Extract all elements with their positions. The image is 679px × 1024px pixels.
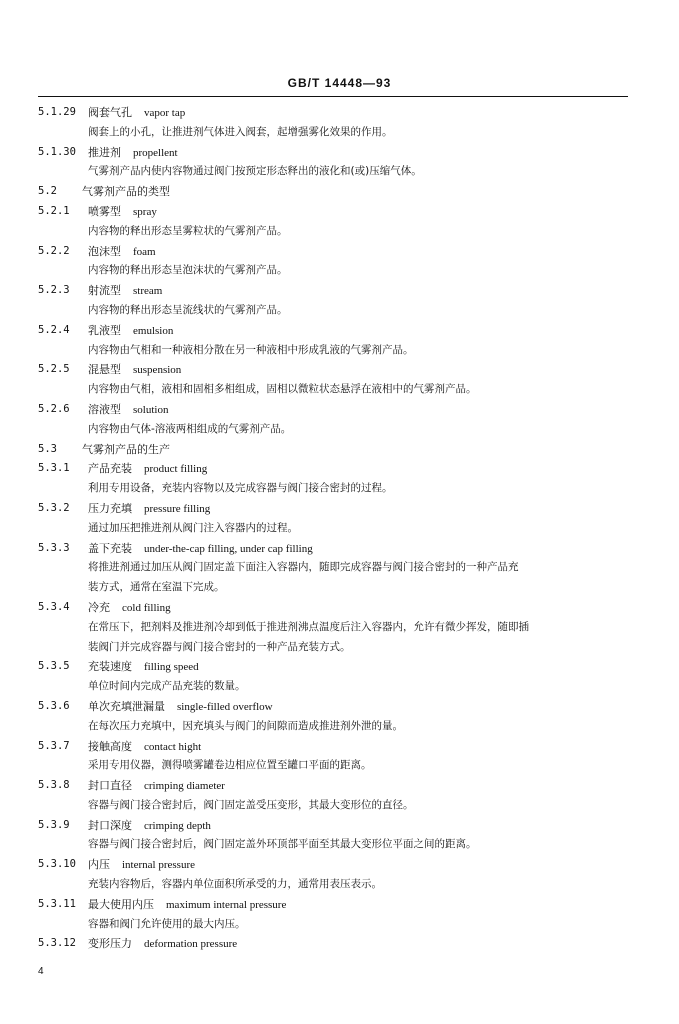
clause-number: 5.1.30 (38, 145, 76, 158)
term-english: filling speed (144, 661, 199, 674)
term-chinese: 射流型 (88, 284, 121, 298)
term-english: contact hight (144, 740, 202, 753)
term-chinese: 泡沫型 (88, 244, 121, 258)
section-heading-row (38, 182, 638, 202)
definition-row (38, 618, 638, 638)
definition-row (38, 558, 638, 578)
term-chinese: 充装速度 (88, 660, 132, 674)
term (88, 360, 181, 381)
definition-text: 装阀门并完成容器与阀门接合密封的一种产品充装方式。 (88, 640, 351, 653)
term-row (38, 321, 638, 341)
clause-number: 5.3.12 (38, 937, 76, 950)
term-chinese: 单次充填泄漏量 (88, 699, 165, 713)
term-chinese: 接触高度 (88, 739, 132, 753)
term-english: stream (133, 285, 163, 298)
term (88, 459, 207, 480)
clause-number: 5.2 (38, 185, 57, 198)
header-rule (38, 96, 628, 97)
term-row (38, 934, 638, 954)
definition-text: 内容物的释出形态呈泡沫状的气雾剂产品。 (88, 264, 288, 277)
term-english: internal pressure (122, 859, 195, 872)
term-chinese: 推进剂 (88, 145, 121, 159)
clause-number: 5.2.6 (38, 402, 70, 415)
term-english: crimping depth (144, 819, 211, 832)
definition-row (38, 756, 638, 776)
term (88, 737, 201, 758)
term-chinese: 最大使用内压 (88, 897, 154, 911)
term-english: crimping diameter (144, 780, 225, 793)
definition-row (38, 519, 638, 539)
clause-number: 5.3.8 (38, 779, 70, 792)
term-english: emulsion (133, 324, 174, 337)
term-chinese: 盖下充装 (88, 541, 132, 555)
clause-number: 5.2.4 (38, 323, 70, 336)
clause-number: 5.3 (38, 442, 57, 455)
term (88, 816, 211, 837)
definition-text: 容器和阀门允许使用的最大内压。 (88, 917, 246, 930)
term-english: maximum internal pressure (166, 898, 287, 911)
term-chinese: 封口直径 (88, 779, 132, 793)
term (88, 499, 210, 520)
term-chinese: 压力充填 (88, 501, 132, 515)
definition-row (38, 123, 638, 143)
term-row (38, 776, 638, 796)
term-chinese: 冷充 (88, 600, 110, 614)
term-chinese: 封口深度 (88, 818, 132, 832)
term-chinese: 变形压力 (88, 937, 132, 951)
term-english: solution (133, 403, 169, 416)
definition-text: 内容物由气体-溶液两相组成的气雾剂产品。 (88, 422, 292, 435)
clause-number: 5.3.3 (38, 541, 70, 554)
clause-number: 5.2.3 (38, 284, 70, 297)
term (88, 103, 185, 124)
clause-number: 5.2.1 (38, 204, 70, 217)
definition-row (38, 261, 638, 281)
term-english: under-the-cap filling, under cap filling (144, 542, 313, 555)
section-heading-row (38, 440, 638, 460)
definition-text: 利用专用设备，充装内容物以及完成容器与阀门接合密封的过程。 (88, 482, 393, 495)
term (88, 598, 171, 619)
definition-row (38, 717, 638, 737)
clause-number: 5.1.29 (38, 106, 76, 118)
term-row (38, 697, 638, 717)
term-english: vapor tap (144, 107, 186, 119)
term-chinese: 溶液型 (88, 402, 121, 416)
definition-row (38, 835, 638, 855)
definition-row (38, 578, 638, 598)
term-chinese: 乳液型 (88, 323, 121, 337)
term (88, 855, 195, 876)
clause-number: 5.2.2 (38, 244, 70, 257)
clause-number: 5.3.1 (38, 462, 70, 475)
definition-row (38, 341, 638, 361)
term-row (38, 895, 638, 915)
term-row (38, 539, 638, 559)
document-body (38, 103, 638, 954)
clause-number: 5.3.9 (38, 818, 70, 831)
term (88, 934, 237, 955)
clause-number: 5.3.10 (38, 858, 76, 871)
term-chinese: 喷雾型 (88, 204, 121, 218)
term-row (38, 202, 638, 222)
term (88, 281, 162, 302)
term-row (38, 360, 638, 380)
term-english: suspension (133, 364, 182, 377)
term-english: spray (133, 205, 157, 218)
definition-row (38, 222, 638, 242)
definition-row (38, 915, 638, 935)
term (88, 400, 168, 421)
definition-text: 内容物的释出形态呈雾粒状的气雾剂产品。 (88, 224, 288, 237)
definition-text: 采用专用仪器，测得喷雾罐卷边相应位置至罐口平面的距离。 (88, 759, 372, 772)
term (88, 143, 178, 164)
definition-text: 通过加压把推进剂从阀门注入容器内的过程。 (88, 521, 298, 534)
term (88, 202, 157, 223)
definition-row (38, 479, 638, 499)
definition-text: 在常压下，把剂料及推进剂冷却到低于推进剂沸点温度后注入容器内，允许有微少挥发，随即插 (88, 620, 529, 633)
definition-text: 气雾剂产品内使内容物通过阀门按预定形态释出的液化和(或)压缩气体。 (88, 165, 422, 178)
term (88, 242, 156, 263)
term-chinese: 混悬型 (88, 363, 121, 377)
term (88, 657, 199, 678)
definition-row (38, 301, 638, 321)
definition-text: 单位时间内完成产品充装的数量。 (88, 680, 246, 693)
definition-row (38, 380, 638, 400)
definition-row (38, 796, 638, 816)
section-title: 气雾剂产品的类型 (82, 185, 170, 199)
term (88, 539, 313, 560)
term-english: propellent (133, 146, 178, 159)
definition-text: 在每次压力充填中，因充填头与阀门的间隙而造成推进剂外泄的量。 (88, 719, 403, 732)
clause-number: 5.3.7 (38, 739, 70, 752)
term-english: pressure filling (144, 502, 211, 515)
term-row (38, 499, 638, 519)
term-row (38, 855, 638, 875)
definition-text: 装方式，通常在室温下完成。 (88, 581, 225, 594)
term-row (38, 281, 638, 301)
term-row (38, 598, 638, 618)
clause-number: 5.3.4 (38, 600, 70, 613)
term-row (38, 459, 638, 479)
term-chinese: 阀套气孔 (88, 106, 132, 119)
definition-text: 阀套上的小孔，让推进剂气体进入阀套，起增强雾化效果的作用。 (88, 125, 393, 138)
term-row (38, 242, 638, 262)
clause-number: 5.3.2 (38, 501, 70, 514)
definition-text: 内容物由气相和一种液相分散在另一种液相中形成乳液的气雾剂产品。 (88, 343, 414, 356)
definition-text: 内容物的释出形态呈流线状的气雾剂产品。 (88, 303, 288, 316)
definition-text: 容器与阀门接合密封后，阀门固定盖外环顶部平面至其最大变形位平面之间的距离。 (88, 838, 477, 851)
term-english: deformation pressure (144, 938, 238, 951)
term-chinese: 产品充装 (88, 462, 132, 476)
definition-row (38, 638, 638, 658)
term-english: product filling (144, 463, 208, 476)
term-row (38, 657, 638, 677)
term-row (38, 103, 638, 123)
definition-text: 内容物由气相，液相和固相多相组成，固相以微粒状态悬浮在液相中的气雾剂产品。 (88, 383, 477, 396)
clause-number: 5.3.11 (38, 897, 76, 910)
definition-text: 容器与阀门接合密封后，阀门固定盖受压变形，其最大变形位的直径。 (88, 798, 414, 811)
term (88, 697, 273, 718)
term-english: foam (133, 245, 156, 258)
definition-text: 充装内容物后，容器内单位面积所承受的力，通常用表压表示。 (88, 878, 382, 891)
clause-number: 5.3.6 (38, 699, 70, 712)
term-row (38, 816, 638, 836)
term (88, 895, 286, 916)
term (88, 321, 173, 342)
definition-row (38, 677, 638, 697)
term-row (38, 400, 638, 420)
term-english: single-filled overflow (177, 700, 273, 713)
section-title: 气雾剂产品的生产 (82, 442, 170, 456)
term-row (38, 143, 638, 163)
standard-code-header: GB/T 14448—93 (287, 76, 392, 90)
definition-row (38, 420, 638, 440)
definition-text: 将推进剂通过加压从阀门固定盖下面注入容器内，随即完成容器与阀门接合密封的一种产品充 (88, 561, 519, 574)
clause-number: 5.3.5 (38, 660, 70, 673)
term-row (38, 737, 638, 757)
term-english: cold filling (122, 601, 171, 614)
definition-row (38, 875, 638, 895)
definition-row (38, 162, 638, 182)
clause-number: 5.2.5 (38, 363, 70, 376)
term (88, 776, 225, 797)
term-chinese: 内压 (88, 858, 110, 872)
page-number: 4 (38, 966, 44, 977)
